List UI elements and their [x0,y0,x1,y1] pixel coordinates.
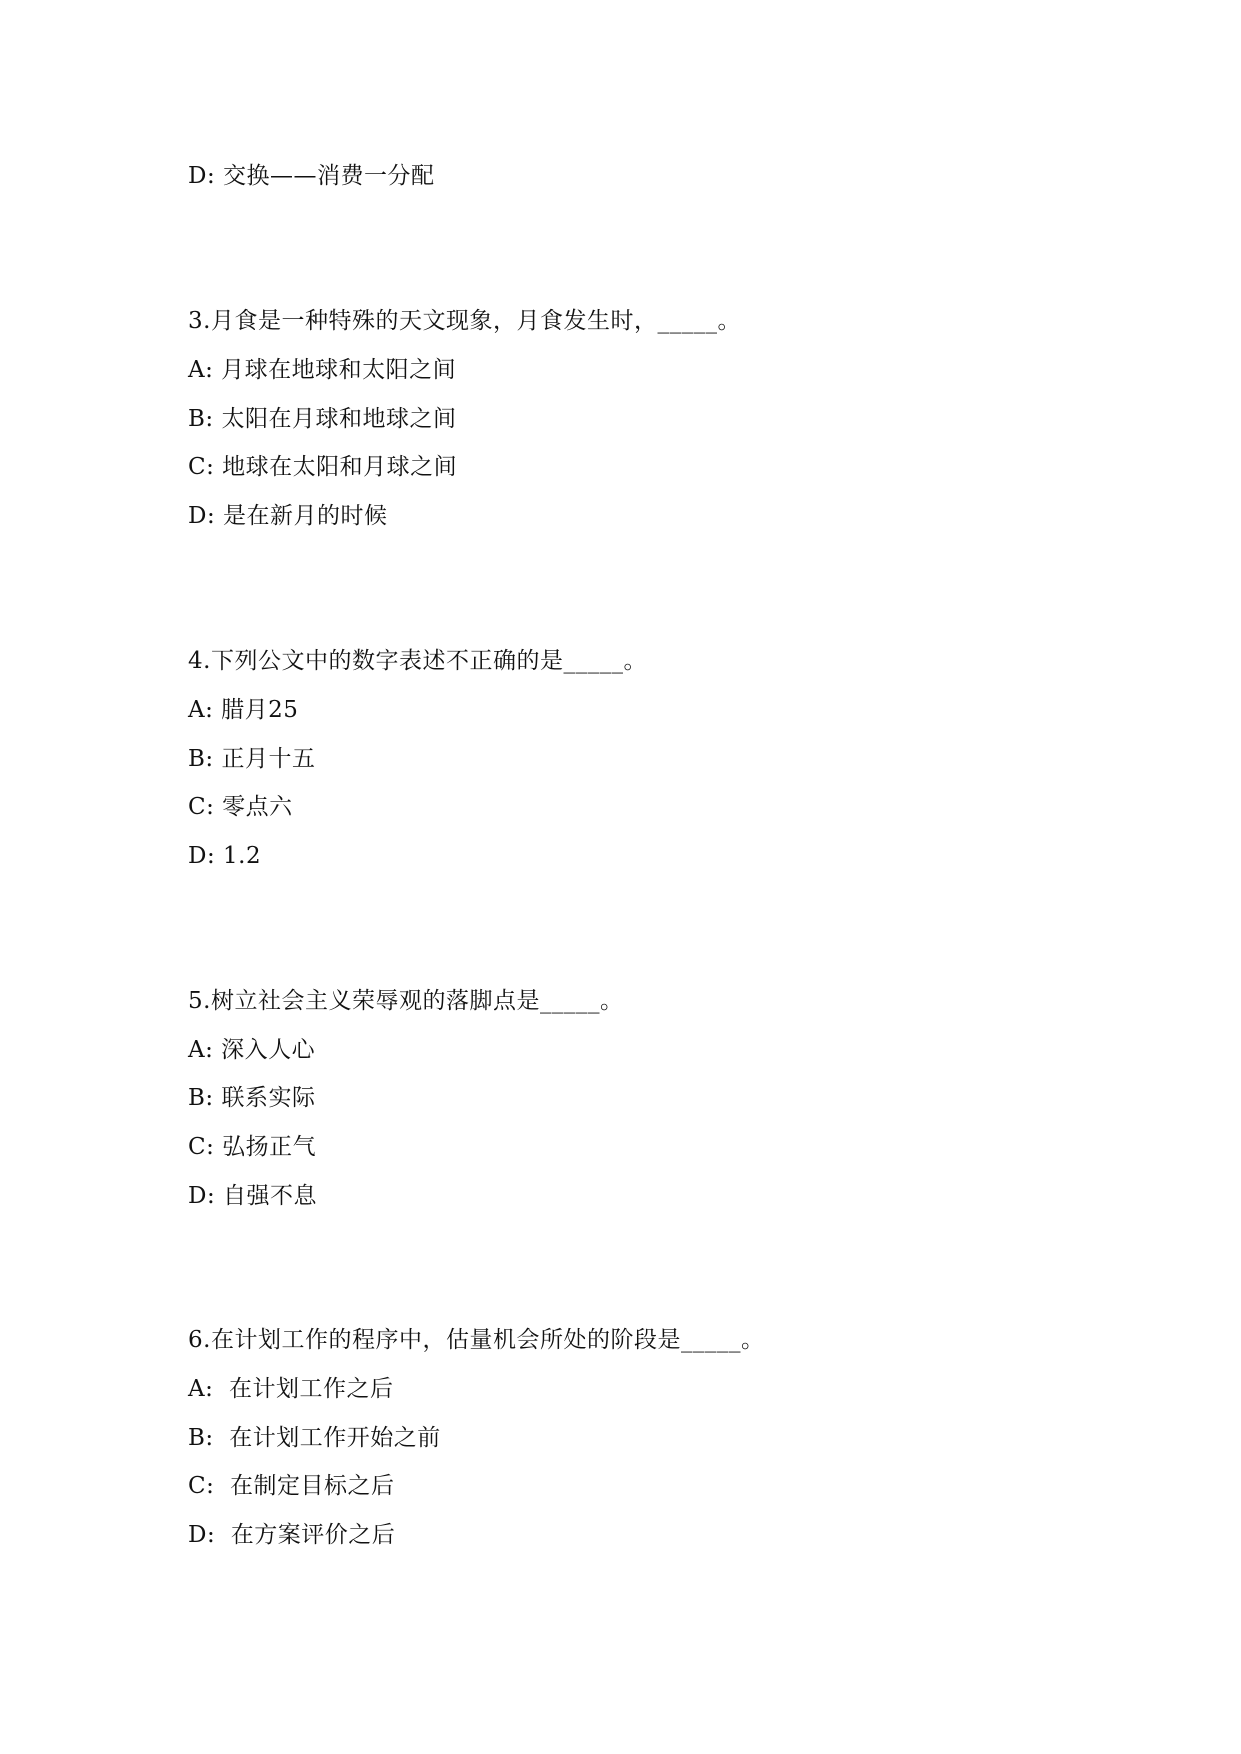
q5-option-c: C: 弘扬正气 [188,1134,317,1160]
q3-option-c: C: 地球在太阳和月球之间 [188,454,458,480]
q4-question: 4.下列公文中的数字表述不正确的是_____。 [188,648,647,674]
q4-option-d: D: 1.2 [188,843,262,869]
q5-question: 5.树立社会主义荣辱观的落脚点是_____。 [188,988,624,1014]
q3-option-d: D: 是在新月的时候 [188,503,388,529]
q3-option-a: A: 月球在地球和太阳之间 [188,357,457,383]
q3-question: 3.月食是一种特殊的天文现象，月食发生时，_____。 [188,308,741,334]
q2-option-d: D: 交换——消费一分配 [188,163,435,189]
q4-option-c: C: 零点六 [188,794,293,820]
q5-option-d: D: 自强不息 [188,1183,318,1209]
q6-option-a: A: 在计划工作之后 [188,1376,394,1402]
q5-option-a: A: 深入人心 [188,1037,316,1063]
q4-option-b: B: 正月十五 [188,746,316,772]
q4-option-a: A: 腊月25 [188,697,299,723]
q5-option-b: B: 联系实际 [188,1085,316,1111]
q6-option-c: C: 在制定目标之后 [188,1473,395,1499]
q3-option-b: B: 太阳在月球和地球之间 [188,406,457,432]
q6-option-d: D: 在方案评价之后 [188,1522,396,1548]
q6-option-b: B: 在计划工作开始之前 [188,1425,441,1451]
q6-question: 6.在计划工作的程序中，估量机会所处的阶段是_____。 [188,1327,765,1353]
